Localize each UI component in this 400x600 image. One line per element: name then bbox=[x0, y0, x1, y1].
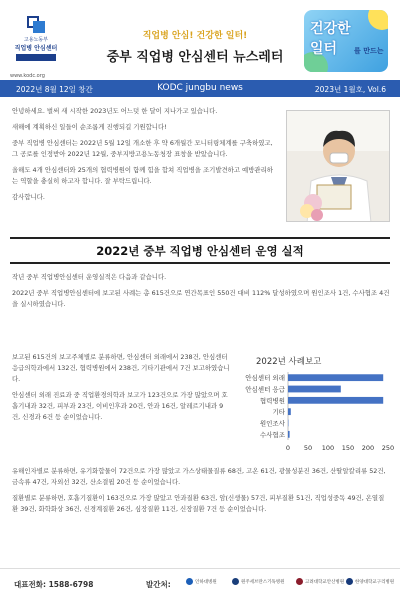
partner-logo-label: 원주세브란스기독병원 bbox=[241, 580, 285, 585]
section-title: 2022년 중부 직업병 안심센터 운영 실적 bbox=[96, 244, 304, 258]
chart-bar bbox=[288, 386, 341, 393]
results-summary bbox=[12, 272, 390, 315]
newsletter-title: 중부 직업병 안심센터 뉴스레터 bbox=[106, 50, 284, 65]
chart-x-tick-label: 50 bbox=[303, 444, 313, 452]
chart-x-tick-label: 0 bbox=[285, 444, 291, 452]
logo-bar bbox=[16, 54, 56, 61]
tagline: 직업병 안심! 건강한 일터! bbox=[142, 31, 248, 41]
body-paragraph: 질환별로 분류하면, 호흡기질환이 163건으로 가장 많았고 안과질환 63건, 암(신생물) 57건, 피부질환 51건, 직업성중독 49건, 온열질환 39건, 화학화상 36건, 신경계질환 26건, 심장질환 11건, 신장질환 7건 등 순이었습니다. bbox=[12, 494, 385, 513]
chart-bar bbox=[288, 431, 290, 438]
intro-message bbox=[12, 106, 274, 208]
partner-logo bbox=[186, 578, 217, 585]
body-paragraph: 안심센터 외래 진료과 중 직업환경의학과 보고가 123건으로 가장 많았으며 호흡기내과 32건, 피부과 23건, 이비인후과 20건, 안과 16건, 알레르기내과 9건, 신경과 6건 등 순이었습니다. bbox=[12, 391, 228, 421]
chart-x-tick-label: 200 bbox=[361, 444, 375, 452]
section-rule-top bbox=[10, 237, 390, 239]
issue-bar-volume: 2023년 1월호, Vol.6 bbox=[314, 85, 386, 94]
chart-category-label: 협력병원 bbox=[259, 396, 285, 405]
award-photo bbox=[286, 110, 390, 222]
header bbox=[0, 0, 400, 80]
body-paragraph: 유해인자별로 분류하면, 유기화합물이 72건으로 가장 많았고 가스상태물질류 68건, 고온 61건, 광물성분진 36건, 산딸알칼리류 52건, 금속류 47건, 자외선 32건, 산소결핍 20건 등 순이었습니다. bbox=[12, 467, 386, 486]
intro-paragraph: 새해에 계획하신 일들이 순조롭게 진행되길 기원합니다! bbox=[12, 123, 167, 131]
partner-logo-label: 인하대병원 bbox=[195, 580, 217, 585]
issue-bar bbox=[0, 80, 400, 97]
intro-paragraph: 중부 직업병 안심센터는 2022년 5월 12일 개소한 후 약 6개월간 모니터링체계를 구축하였고, 그 공로를 인정받아 2022년 12월, 중부지방고용노동청장 표창을 받았습니다. bbox=[12, 139, 273, 158]
section-rule-bottom bbox=[10, 262, 390, 264]
body-paragraph: 작년 중부 직업병안심센터 운영실적은 다음과 같습니다. bbox=[12, 273, 167, 281]
partner-logo-label: 한양대학교구리병원 bbox=[355, 580, 395, 585]
badge-line1: 건강한 bbox=[310, 21, 351, 37]
chart-category-label: 원인조사 bbox=[259, 419, 285, 428]
chart-category-label: 안심센터 응급 bbox=[245, 385, 285, 394]
partner-logo-label: 고려대학교안산병원 bbox=[305, 580, 345, 585]
chart-bar bbox=[288, 408, 291, 415]
chart-x-tick-label: 250 bbox=[381, 444, 395, 452]
phone-number: 대표전화: 1588-6798 bbox=[14, 580, 94, 589]
chart-x-tick-label: 150 bbox=[341, 444, 355, 452]
chart-bar bbox=[288, 374, 383, 381]
results-detail bbox=[12, 352, 230, 428]
partner-logo bbox=[346, 578, 394, 585]
intro-paragraph: 올해도 4개 안심센터와 25개의 협력병원이 함께 힘을 합쳐 직업병을 조기발견하고 예방관리하는 역할을 충실히 하고자 합니다. 잘 부탁드립니다. bbox=[12, 166, 273, 185]
issue-bar-title: KODC jungbu news bbox=[157, 83, 243, 93]
chart-title: 2022년 사례보고 bbox=[256, 357, 322, 367]
chart-category-label: 안심센터 외래 bbox=[245, 374, 285, 383]
intro-paragraph: 감사합니다. bbox=[12, 193, 45, 201]
body-paragraph: 보고된 615건의 보고주체별로 분류하면, 안심센터 외래에서 238건, 안심센터 응급의학과에서 132건, 협력병원에서 238건, 기타기관에서 7건 보고하였습니다. bbox=[12, 353, 230, 383]
website-url: www.kodc.org bbox=[10, 73, 45, 79]
case-report-chart bbox=[230, 368, 395, 462]
badge-line2: 일터 bbox=[310, 41, 338, 57]
logo-center-name: 직업병 안심센터 bbox=[14, 45, 58, 52]
healthy-workplace-badge bbox=[304, 10, 388, 72]
center-logo bbox=[14, 14, 58, 64]
publisher-label: 발간처: bbox=[146, 580, 171, 589]
footer bbox=[0, 568, 400, 600]
chart-bar bbox=[288, 397, 383, 404]
chart-category-label: 수사협조 bbox=[259, 430, 285, 439]
results-breakdown bbox=[12, 466, 390, 520]
partner-logo bbox=[232, 578, 284, 585]
badge-line3: 를 만드는 bbox=[354, 47, 384, 55]
intro-paragraph: 안녕하세요. 벌써 새 시작한 2023년도 어느덧 한 달이 지나가고 있습니다. bbox=[12, 107, 218, 115]
logo-ministry: 고용노동부 bbox=[23, 37, 49, 43]
logo-emblem-icon bbox=[25, 14, 47, 34]
partner-logo bbox=[296, 578, 344, 585]
body-paragraph: 2022년 중부 직업병안심센터에 보고된 사례는 총 615건으로 연간목표인 550건 대비 112% 달성하였으며 원인조사 1건, 수사협조 4건을 실시하였습니다. bbox=[12, 289, 390, 308]
chart-category-label: 기타 bbox=[272, 408, 285, 417]
chart-x-tick-label: 100 bbox=[321, 444, 335, 452]
issue-bar-founded: 2022년 8월 12일 창간 bbox=[16, 85, 93, 94]
